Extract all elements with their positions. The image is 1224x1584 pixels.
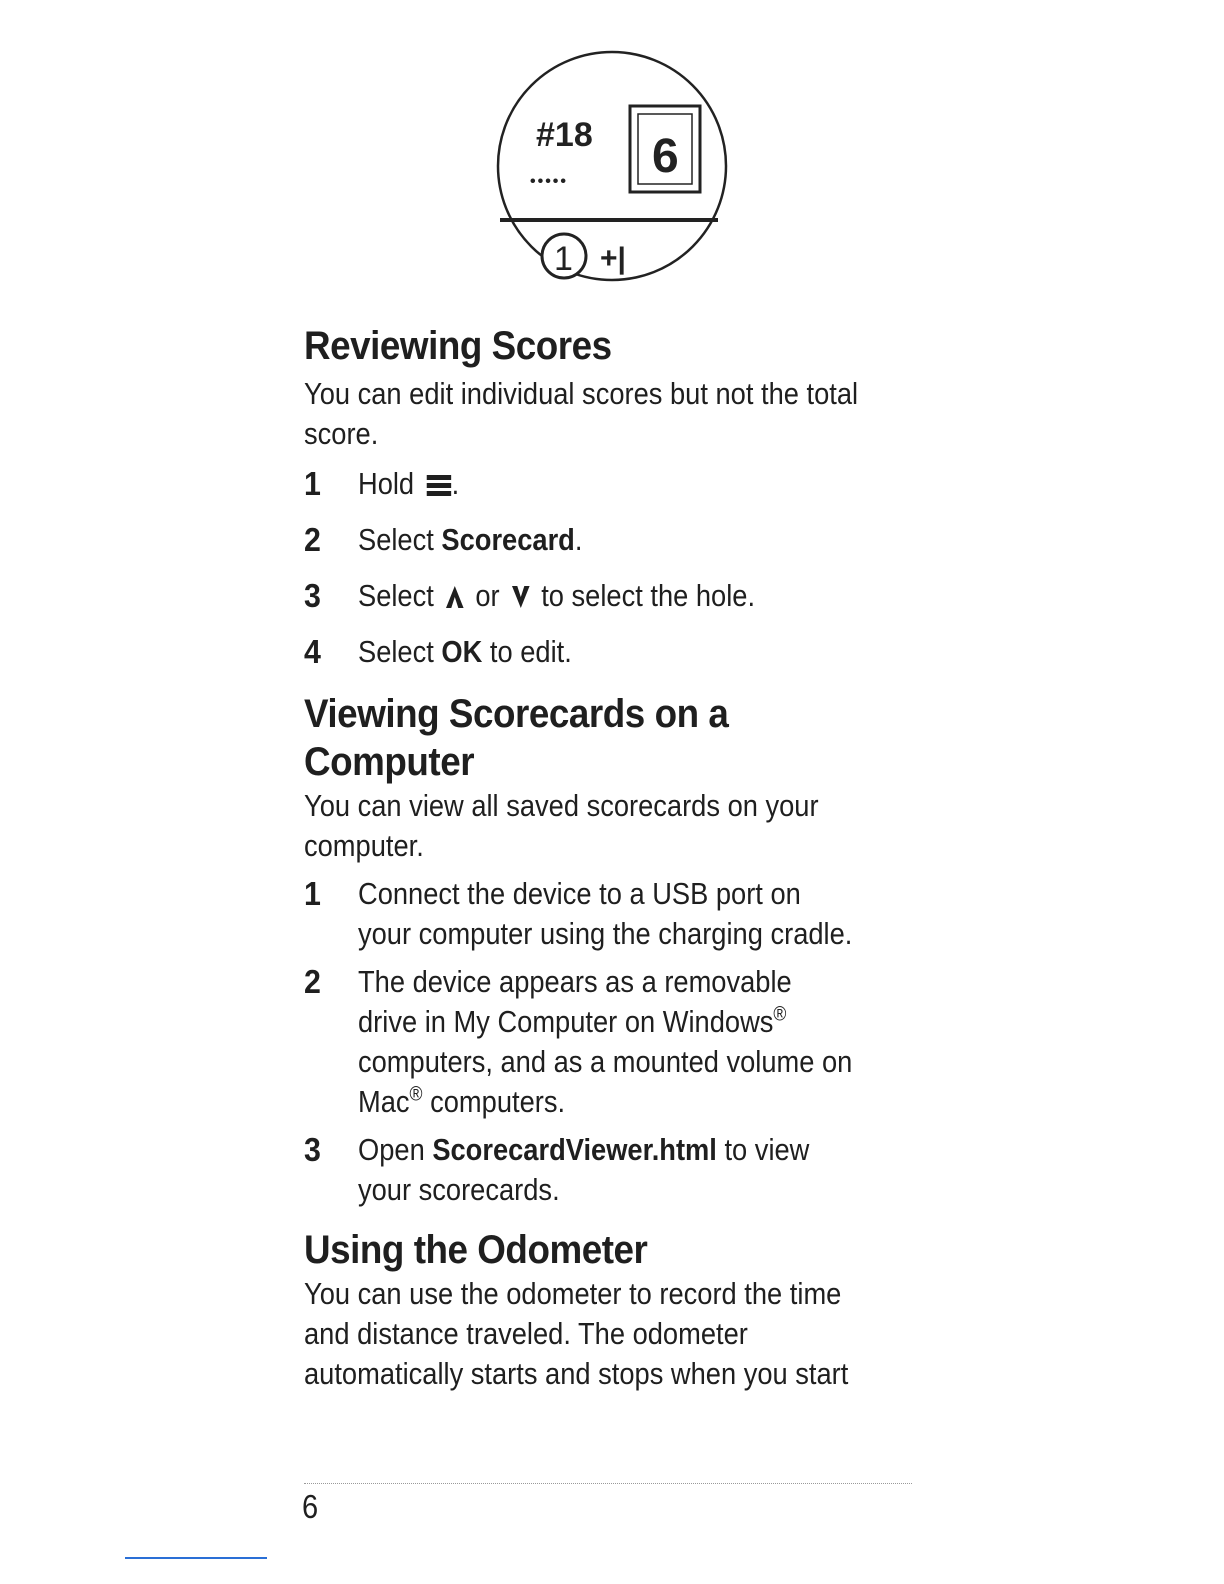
- step-item: [304, 520, 924, 560]
- section-using-odometer: [304, 1226, 924, 1394]
- step-text-part: Select: [358, 578, 442, 613]
- step-text-part: Hold: [358, 466, 422, 501]
- step-text: [358, 520, 856, 560]
- menu-icon: [427, 474, 452, 496]
- step-number: 1: [304, 465, 321, 502]
- page-number: 6: [302, 1488, 319, 1525]
- step-text-part: computers.: [422, 1084, 566, 1119]
- heading-viewing-scorecards-line2: Computer: [304, 740, 475, 784]
- step-item: [304, 874, 924, 954]
- callout-number: 1: [554, 240, 573, 278]
- step-text: [358, 1130, 856, 1210]
- step-item: [304, 632, 924, 672]
- step-text-part: The device appears as a removable drive in My Computer on Windows: [358, 964, 792, 1039]
- step-number: 4: [304, 633, 321, 670]
- steps-viewing-scorecards: [304, 874, 924, 1210]
- watch-screen-illustration: [492, 48, 732, 288]
- step-item: [304, 1130, 924, 1210]
- heading-using-odometer: Using the Odometer: [304, 1228, 648, 1272]
- heading-reviewing-scores: Reviewing Scores: [304, 324, 612, 368]
- down-arrow-icon: [511, 585, 530, 609]
- step-item: [304, 464, 924, 504]
- section-viewing-scorecards: [304, 690, 924, 1210]
- intro-reviewing-scores: You can edit individual scores but not the total score.: [304, 376, 859, 451]
- step-text-part: Open: [358, 1132, 433, 1167]
- step-bold-term: ScorecardViewer.html: [432, 1132, 717, 1167]
- step-text-part: to view your scorecards.: [358, 1132, 810, 1207]
- footer-divider: [304, 1483, 912, 1484]
- step-text-part: Select: [358, 634, 442, 669]
- registered-mark: ®: [773, 1003, 787, 1026]
- score-dots: •••••: [530, 173, 569, 190]
- step-text-part: .: [451, 466, 460, 501]
- step-number: 3: [304, 577, 321, 614]
- step-text-part: .: [574, 522, 583, 557]
- section-reviewing-scores: [304, 322, 924, 672]
- bottom-marker: +|: [600, 242, 626, 275]
- steps-reviewing-scores: [304, 464, 924, 672]
- step-text: [358, 632, 856, 672]
- bottom-edge-mark: [125, 1557, 267, 1559]
- step-text-part: to select the hole.: [533, 578, 756, 613]
- up-arrow-icon: [445, 585, 464, 609]
- intro-using-odometer: You can use the odometer to record the time and distance traveled. The odometer automatically starts and stops when you start: [304, 1276, 849, 1391]
- heading-viewing-scorecards-line1: Viewing Scorecards on a: [304, 692, 729, 736]
- step-text: [358, 464, 856, 504]
- step-bold-term: OK: [441, 634, 483, 669]
- step-item: [304, 962, 924, 1122]
- step-bold-term: Scorecard: [441, 522, 575, 557]
- manual-content: [304, 322, 924, 1394]
- step-text-part: to edit.: [482, 634, 572, 669]
- step-text-part: or: [467, 578, 508, 613]
- hole-score-value: 6: [652, 130, 679, 183]
- intro-viewing-scorecards: You can view all saved scorecards on your computer.: [304, 788, 819, 863]
- step-item: [304, 576, 924, 616]
- step-number: 2: [304, 963, 321, 1000]
- step-number: 1: [304, 875, 321, 912]
- hole-number-label: #18: [536, 116, 593, 154]
- step-text: Connect the device to a USB port on your computer using the charging cradle.: [358, 876, 853, 951]
- step-text-part: computers, and as a mounted volume on Mac: [358, 1044, 853, 1119]
- step-number: 2: [304, 521, 321, 558]
- step-text: [358, 576, 856, 616]
- step-number: 3: [304, 1131, 321, 1168]
- step-text: [358, 962, 856, 1122]
- step-text-part: Select: [358, 522, 442, 557]
- registered-mark: ®: [409, 1083, 423, 1106]
